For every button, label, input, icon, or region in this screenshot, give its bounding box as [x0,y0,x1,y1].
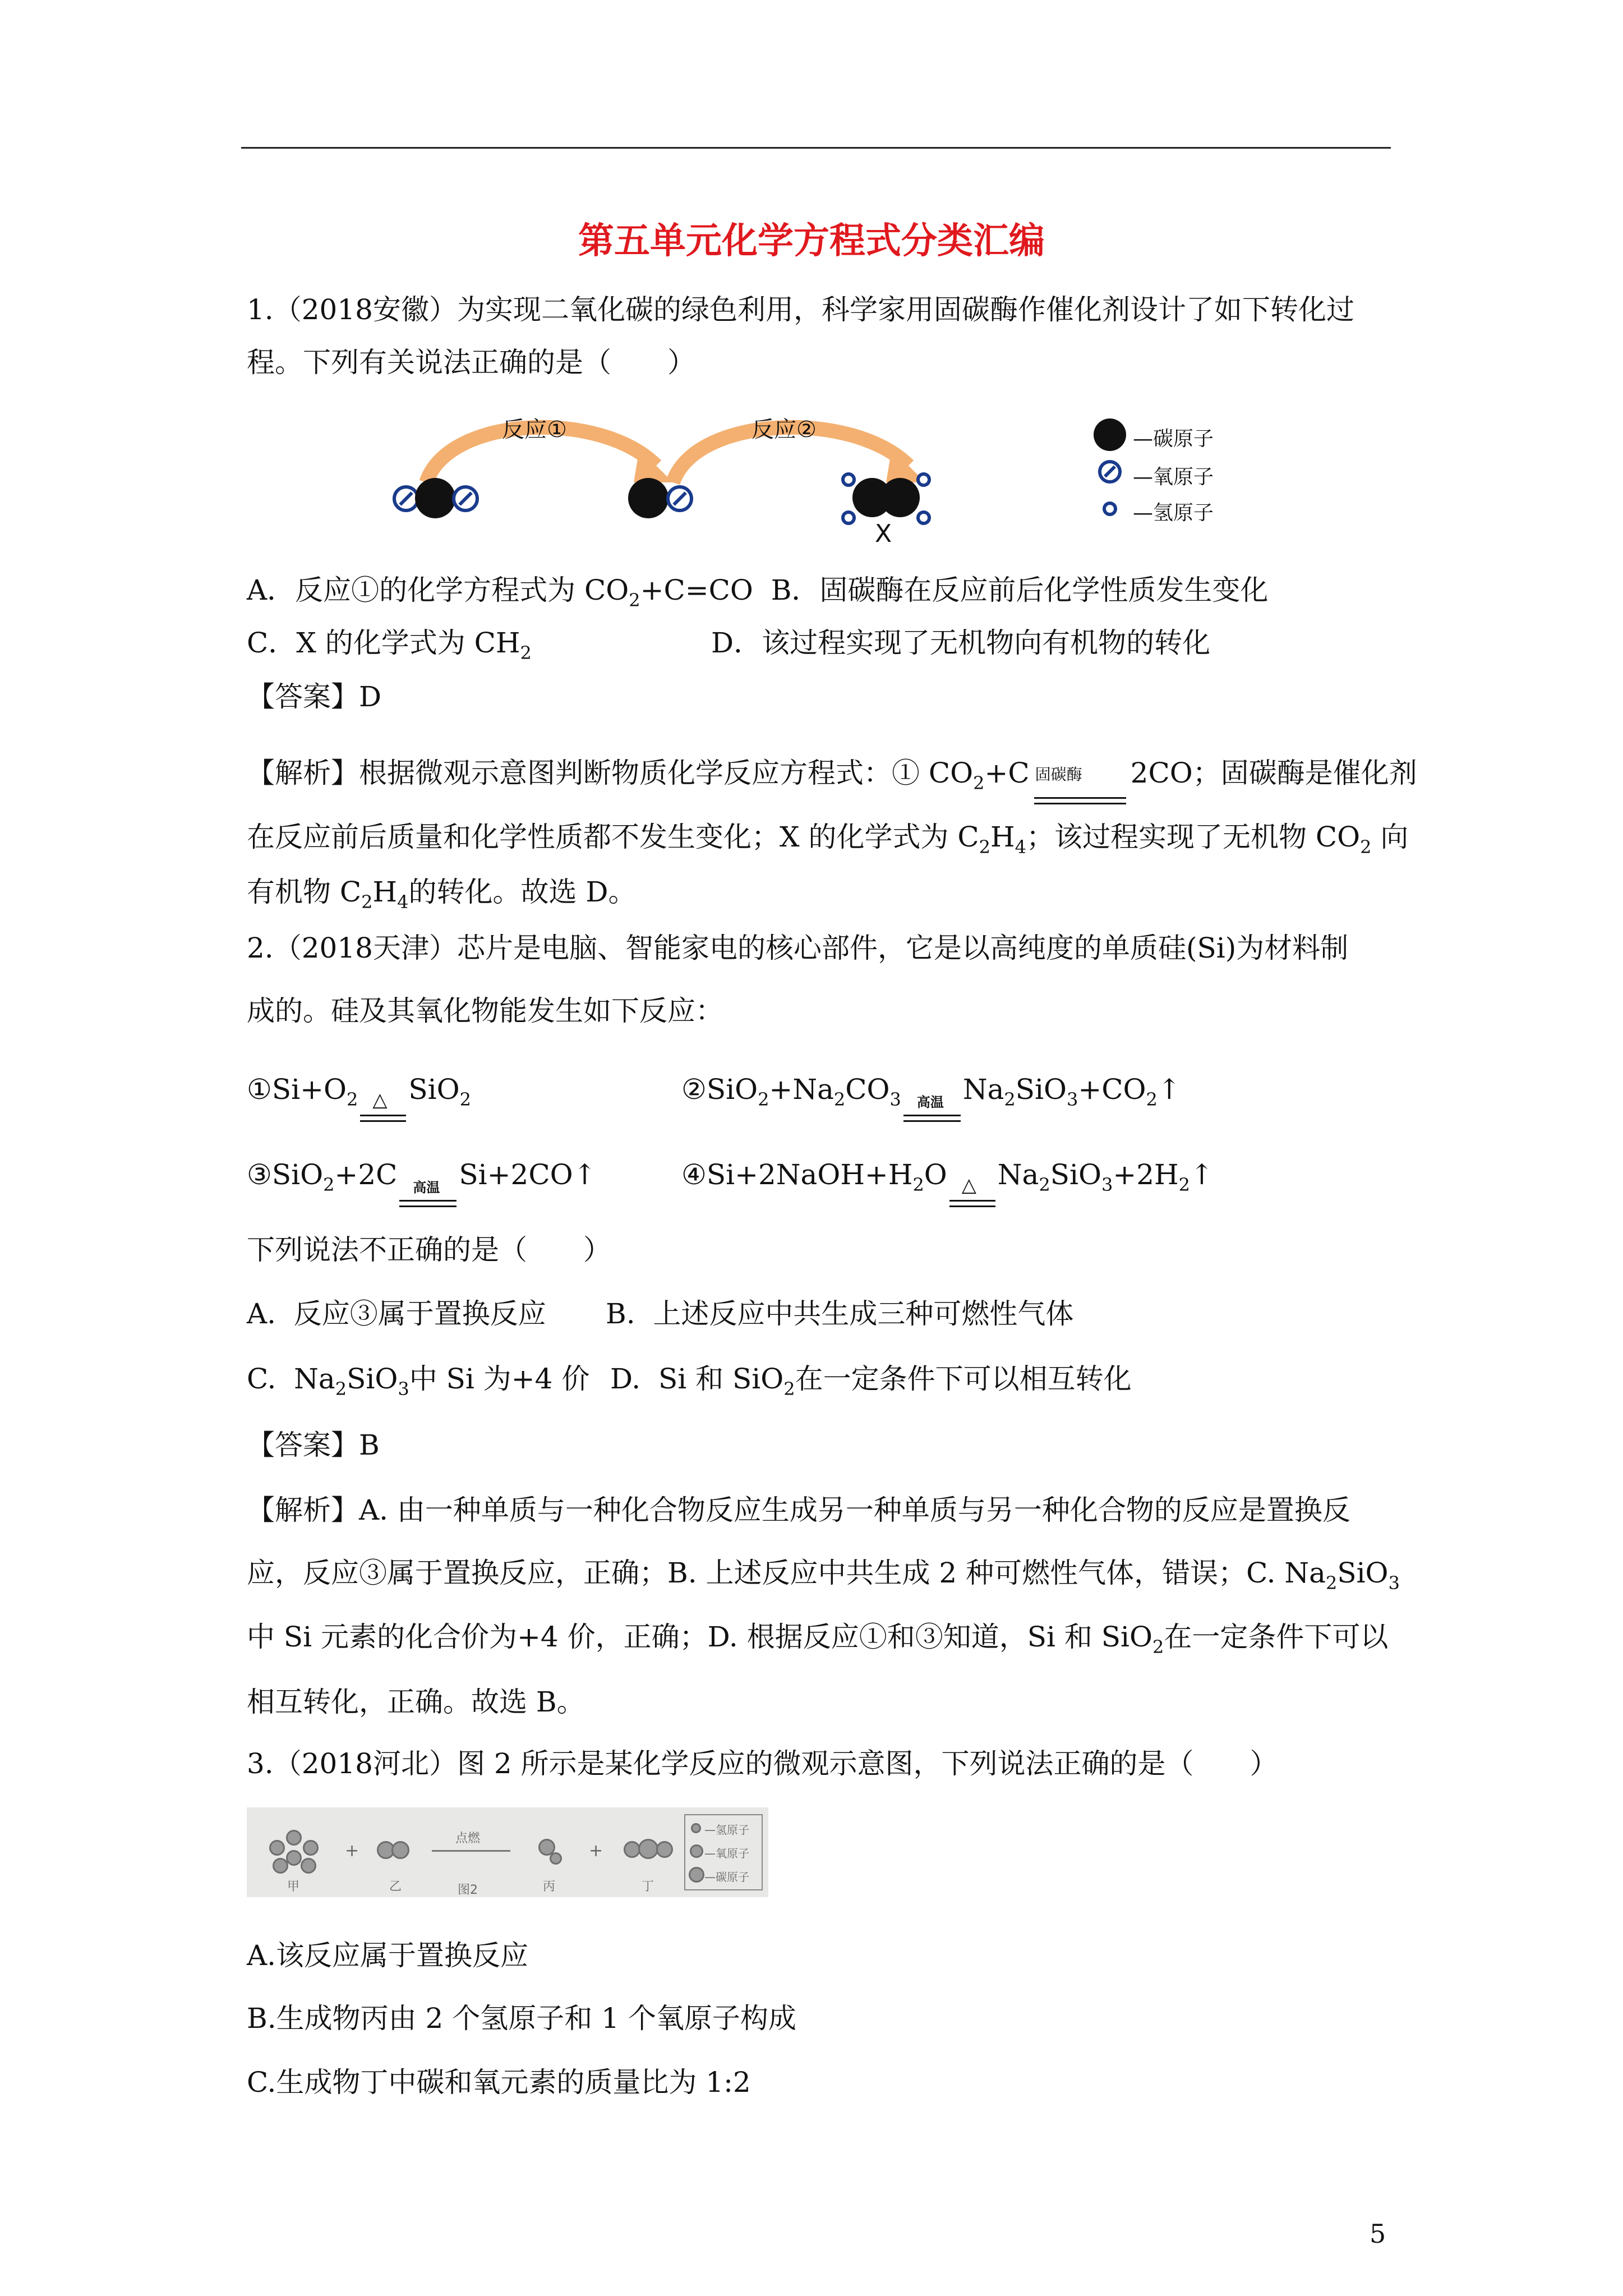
q3-option-a: A.该反应属于置换反应 [247,1939,529,1972]
plus-2: + [589,1841,603,1861]
q3-legend [684,1814,763,1890]
q2-option-a: A. 反应③属于置换反应 [247,1297,546,1330]
q2-analysis-line3: 中 Si 元素的化合价为+4 价，正确；D. 根据反应①和③知道，Si 和 SiO$_2$在一定条件下可以 [247,1621,1389,1658]
q2-equation-1: $①Si+O_2$ △ SiO$_2$ [247,1071,471,1117]
legend-hydrogen-icon [691,1823,701,1833]
legend-o-label: —氧原子 [704,1847,749,1860]
q2-question: 下列说法不正确的是（ ） [247,1234,611,1266]
figure-label: 图2 [458,1883,478,1897]
label-ding: 丁 [642,1880,654,1894]
condition-ignite: 点燃 [455,1832,481,1846]
hydrogen-atom [916,472,931,487]
oxygen-atom [452,485,479,512]
q2-answer: 【答案】B [247,1429,380,1461]
q3-stem: 3.（2018河北）图 2 所示是某化学反应的微观示意图，下列说法正确的是（ ） [247,1747,1278,1780]
legend-carbon-icon [1094,418,1126,451]
label-jia: 甲 [287,1880,300,1894]
carbon-atom [415,478,455,518]
atom-ball [550,1852,562,1865]
hydrogen-atom [841,510,856,525]
label-bing: 丙 [543,1880,556,1894]
atom-ball [303,1840,319,1856]
q2-option-b: B. 上述反应中共生成三种可燃性气体 [606,1297,1074,1330]
q3-diagram [247,1807,768,1897]
q2-equation-2: $②SiO_2+Na_2CO_3$ 高温 $Na_2SiO_3+CO_2↑$ [681,1071,1181,1117]
oxygen-atom [666,485,693,512]
header-rule [241,147,1391,149]
q2-equation-4: $④Si+2NaOH+H_2O$ △ $Na_2SiO_3+2H_2↑$ [681,1157,1214,1203]
atom-ball [656,1841,673,1858]
plus-1: + [345,1841,359,1861]
hydrogen-atom [841,472,856,487]
q1-analysis-line2: 在反应前后质量和化学性质都不发生变化；X 的化学式为 $C_2H_4$；该过程实现了无机物 $CO_2$ 向 [247,821,1409,858]
carbon-atom [880,478,920,517]
atom-ball [286,1830,302,1846]
label-yi: 乙 [389,1880,402,1894]
atom-ball [286,1850,302,1866]
q2-option-d: D. Si 和 SiO$_2$在一定条件下可以相互转化 [610,1363,1132,1400]
legend-h-label: —氢原子 [704,1823,749,1837]
q1-analysis-line3: 有机物 $C_2H_4$的转化。故选 D。 [247,876,637,913]
reaction2-label: 反应② [751,417,817,443]
legend-oxygen-icon [690,1844,703,1858]
product-x-label: X [875,519,892,548]
legend-c-label: —碳原子 [704,1870,749,1884]
page-number: 5 [1370,2219,1386,2249]
q3-option-b: B.生成物丙由 2 个氢原子和 1 个氧原子构成 [247,2002,796,2035]
q1-option-d: D．该过程实现了无机物向有机物的转化 [711,627,1211,659]
legend-hydrogen-label: —氢原子 [1133,501,1214,524]
q2-analysis-line1: 【解析】A. 由一种单质与一种化合物反应生成另一种单质与另一种化合物的反应是置换反 [247,1494,1350,1526]
atom-ball [391,1841,409,1859]
q2-equation-3: ③SiO$_2$+2C 高温 Si+2CO↑ [247,1157,596,1203]
atom-ball [301,1858,316,1874]
q1-analysis-line1: 【解析】根据微观示意图判断物质化学反应方程式：① $CO_2+C$ 固碳酶 2CO；固碳酶是催化剂 [247,755,1417,801]
q2-option-c: C. $Na_2SiO_3$中 Si 为+4 价 [247,1363,590,1400]
q3-option-c: C.生成物丁中碳和氧元素的质量比为 1:2 [247,2066,751,2099]
q2-analysis-line2: 应，反应③属于置换反应，正确；B. 上述反应中共生成 2 种可燃性气体，错误；C. $Na_2SiO_3$ [247,1557,1400,1594]
legend-hydrogen-icon [1103,501,1117,516]
reaction1-label: 反应① [502,417,567,443]
q2-analysis-line4: 相互转化，正确。故选 B。 [247,1686,585,1718]
atom-ball [269,1840,285,1856]
legend-carbon-icon [689,1867,704,1883]
legend-oxygen-icon [1098,460,1122,484]
reaction-arrow [432,1850,510,1852]
hydrogen-atom [916,510,931,525]
legend-carbon-label: —碳原子 [1133,427,1214,450]
catalyst-condition: 固碳酶 [1035,765,1082,784]
carbon-atom [628,478,668,518]
atom-ball [273,1858,288,1874]
q2-stem-line1: 2.（2018天津）芯片是电脑、智能家电的核心部件，它是以高纯度的单质硅(Si)为材料制 [247,932,1349,964]
q1-answer: 【答案】D [247,680,382,713]
q1-option-c: C．X 的化学式为 $CH_2$ [247,627,532,664]
q2-stem-line2: 成的。硅及其氧化物能发生如下反应： [247,995,723,1027]
q1-diagram [359,404,1256,550]
q1-options-ab: A．反应①的化学方程式为 $CO_2+C=CO$ B．固碳酶在反应前后化学性质发生变化 [247,574,1269,611]
atom-ball [638,1839,658,1859]
q1-stem-line1: 1.（2018安徽）为实现二氧化碳的绿色利用，科学家用固碳酶作催化剂设计了如下转化过 [247,293,1354,326]
legend-oxygen-label: —氧原子 [1133,466,1214,489]
q1-stem-line2: 程。下列有关说法正确的是（ ） [247,346,695,379]
page-title: 第五单元化学方程式分类汇编 [578,220,1045,262]
